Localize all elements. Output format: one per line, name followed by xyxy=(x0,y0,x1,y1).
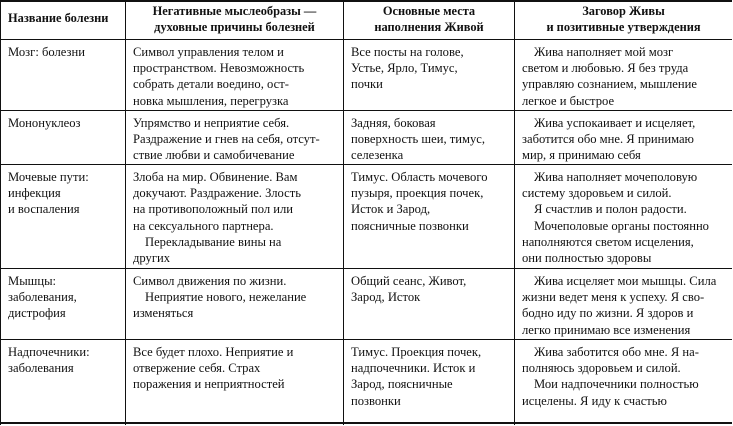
text-line: Жива успокаивает и исцеляет, xyxy=(534,116,696,130)
text-line: светом и любовью. Я без труда xyxy=(522,61,689,76)
text-line: Задняя, боковая xyxy=(351,116,436,130)
row-divider xyxy=(0,110,732,111)
text-line: поражения и неприятностей xyxy=(133,377,285,392)
text-line: на противоположный пол или xyxy=(133,202,294,217)
text-line: бодно иду по жизни. Я здоров и xyxy=(522,306,694,321)
text-line: полняюсь здоровьем и силой. xyxy=(522,361,681,376)
header-filling-places-line2: наполнения Живой xyxy=(374,19,484,34)
column-divider xyxy=(514,0,515,425)
header-affirmations-line1: Заговор Живы xyxy=(582,4,665,18)
text-line: Общий сеанс, Живот, xyxy=(351,274,467,288)
affirmation-cell xyxy=(522,344,699,409)
places-cell xyxy=(351,169,488,234)
text-line: ствие любви и самобичевание xyxy=(133,148,295,163)
text-line: других xyxy=(133,251,171,266)
row-divider xyxy=(0,164,732,165)
text-line: Жива исцеляет мои мышцы. Сила xyxy=(534,274,717,288)
text-line: надпочечники. Исток и xyxy=(351,361,476,376)
text-line: на сексуального партнера. xyxy=(133,218,274,233)
text-line: Я счастлив и полон радости. xyxy=(534,202,687,217)
text-line: исцелены. Я иду к счастью xyxy=(522,393,667,408)
causes-cell xyxy=(133,44,304,109)
text-line: жизни ведет меня к успеху. Я сво- xyxy=(522,290,705,305)
row-divider xyxy=(0,339,732,340)
text-line: и воспаления xyxy=(8,202,80,217)
text-line: почки xyxy=(351,77,383,92)
text-line: Мононуклеоз xyxy=(8,116,81,130)
text-line: селезенка xyxy=(351,148,404,163)
text-line: Перекладывание вины на xyxy=(145,234,282,249)
text-line: Мои надпочечники полностью xyxy=(534,377,699,392)
disease-name-cell xyxy=(8,169,89,218)
text-line: Мочевые пути: xyxy=(8,170,89,184)
text-line: Мочеполовые органы постоянно xyxy=(534,218,709,233)
header-negative-thoughts xyxy=(126,4,343,35)
text-line: Устье, Ярло, Тимус, xyxy=(351,61,458,76)
text-line: Жива наполняет мой мозг xyxy=(534,45,674,59)
text-line: они полностью здоровы xyxy=(522,251,652,266)
disease-name-cell xyxy=(8,344,90,376)
text-line: Символ управления телом и xyxy=(133,45,284,59)
affirmation-cell xyxy=(522,115,695,164)
text-line: отвержение себя. Страх xyxy=(133,361,261,376)
text-line: заболевания xyxy=(8,361,74,376)
text-line: Зарод, поясничные xyxy=(351,377,453,392)
column-divider xyxy=(343,0,344,425)
text-line: мир, я принимаю себя xyxy=(522,148,641,163)
column-divider xyxy=(0,0,1,425)
text-line: Мышцы: xyxy=(8,274,57,288)
text-line: Все посты на голове, xyxy=(351,45,464,59)
header-negative-thoughts-line1: Негативные мыслеобразы — xyxy=(152,4,317,18)
table-top-rule xyxy=(0,0,732,2)
causes-cell xyxy=(133,169,301,266)
disease-name-cell xyxy=(8,115,81,131)
text-line: Жива заботится обо мне. Я на- xyxy=(534,345,699,359)
text-line: Тимус. Область мочевого xyxy=(351,170,488,184)
text-line: заботится обо мне. Я принимаю xyxy=(522,132,694,147)
text-line: новка мышления, перегрузка xyxy=(133,93,289,108)
text-line: наполняются светом исцеления, xyxy=(522,234,694,249)
causes-cell xyxy=(133,344,293,393)
affirmation-cell xyxy=(522,44,697,109)
text-line: Мозг: болезни xyxy=(8,45,85,59)
affirmation-cell xyxy=(522,169,709,266)
header-disease-name: Название болезни xyxy=(8,11,109,25)
row-divider xyxy=(0,268,732,269)
text-line: докучают. Раздражение. Злость xyxy=(133,186,301,201)
text-line: инфекция xyxy=(8,186,61,201)
text-line: Упрямство и неприятие себя. xyxy=(133,116,290,130)
text-line: Надпочечники: xyxy=(8,345,90,359)
text-line: Жива наполняет мочеполовую xyxy=(534,170,698,184)
text-line: Раздражение и гнев на себя, отсут- xyxy=(133,132,320,147)
text-line: пузыря, проекция почек, xyxy=(351,186,484,201)
header-affirmations xyxy=(515,4,732,35)
header-filling-places-line1: Основные места xyxy=(382,4,476,18)
places-cell xyxy=(351,273,466,305)
text-line: пространством. Невозможность xyxy=(133,61,305,76)
text-line: систему здоровьем и силой. xyxy=(522,186,672,201)
text-line: дистрофия xyxy=(8,306,66,321)
disease-name-cell xyxy=(8,44,85,60)
causes-cell xyxy=(133,273,306,322)
column-divider xyxy=(125,0,126,425)
header-affirmations-line2: и позитивные утверждения xyxy=(546,19,701,34)
text-line: заболевания, xyxy=(8,290,77,305)
text-line: легко принимаю все изменения xyxy=(522,322,691,337)
text-line: легкое и быстрое xyxy=(522,93,615,108)
causes-cell xyxy=(133,115,320,164)
table-bottom-rule xyxy=(0,422,732,424)
affirmation-cell xyxy=(522,273,716,338)
text-line: поверхность шеи, тимус, xyxy=(351,132,485,147)
text-line: Исток и Зарод, xyxy=(351,202,431,217)
places-cell xyxy=(351,115,485,164)
places-cell xyxy=(351,344,481,409)
text-line: управляю сознанием, мышление xyxy=(522,77,697,92)
text-line: Символ движения по жизни. xyxy=(133,274,287,288)
text-line: позвонки xyxy=(351,393,401,408)
text-line: Злоба на мир. Обвинение. Вам xyxy=(133,170,298,184)
text-line: Зарод, Исток xyxy=(351,290,421,305)
header-bottom-rule xyxy=(0,39,732,40)
places-cell xyxy=(351,44,464,93)
text-line: поясничные позвонки xyxy=(351,218,469,233)
text-line: Неприятие нового, нежелание xyxy=(145,290,307,305)
text-line: собрать детали воедино, ост- xyxy=(133,77,289,92)
disease-name-cell xyxy=(8,273,77,322)
header-filling-places xyxy=(344,4,514,35)
header-negative-thoughts-line2: духовные причины болезней xyxy=(154,19,315,34)
text-line: изменяться xyxy=(133,306,194,321)
text-line: Все будет плохо. Неприятие и xyxy=(133,345,294,359)
text-line: Тимус. Проекция почек, xyxy=(351,345,482,359)
